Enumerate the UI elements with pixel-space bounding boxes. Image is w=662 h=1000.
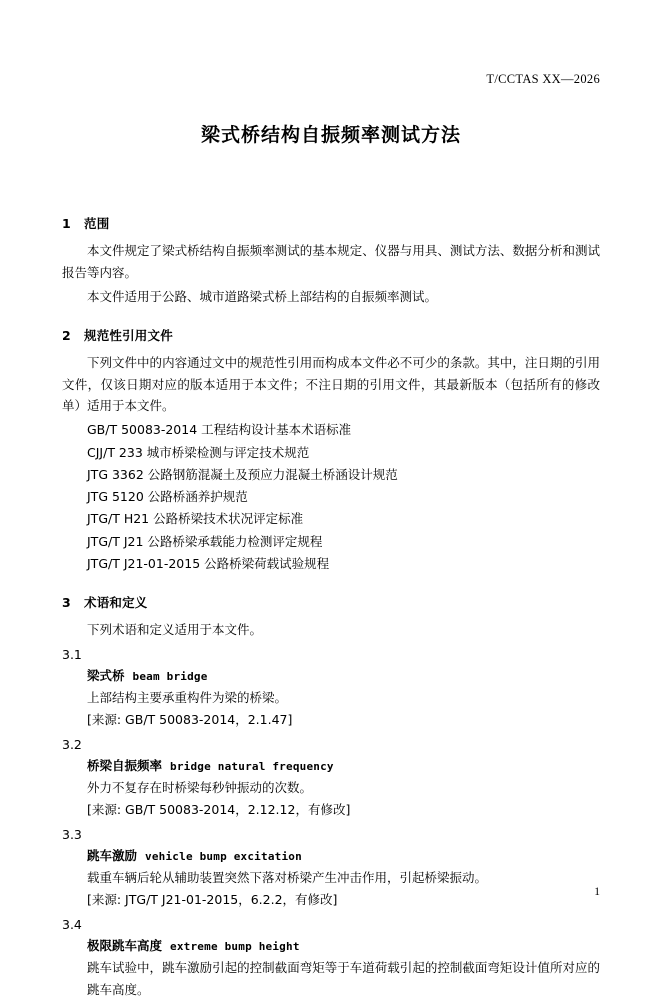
term-number: 3.1 [62,646,82,662]
clause-heading-2 [62,326,600,344]
term-name-cn: 极限跳车高度 [87,937,163,953]
paragraph-1-1: 本文件规定了梁式桥结构自振频率测试的基本规定、仪器与用具、测试方法、数据分析和测试报告等内容。 [62,243,600,280]
term-name-cn: 桥梁自振频率 [87,758,163,773]
standard-code-header: T/CCTAS XX—2026 [486,72,600,86]
reference-item: CJJ/T 233 城市桥梁检测与评定技术规范 [87,444,310,460]
clause-title-2: 规范性引用文件 [84,327,173,343]
term-name [62,755,600,777]
term-source: [来源: GB/T 50083-2014，2.12.12，有修改] [87,801,351,817]
paragraph-3-1: 下列术语和定义适用于本文件。 [87,622,263,637]
term-name-en: bridge natural frequency [170,760,334,773]
clause-heading-3 [62,593,600,611]
term-name-en: vehicle bump excitation [145,849,302,863]
term-name-en: beam bridge [132,670,208,684]
term-name [62,845,600,867]
reference-item: GB/T 50083-2014 工程结构设计基本术语标准 [87,422,352,438]
term-name-cn: 梁式桥 [87,668,125,684]
clause-title-1: 范围 [84,216,110,231]
clause-heading-1 [62,214,600,232]
page-number: 1 [594,886,600,898]
clause-number-3: 3 [62,595,71,610]
term-name-en: extreme bump height [170,939,300,953]
clause-number-2: 2 [62,327,71,343]
reference-item: JTG/T J21 公路桥梁承载能力检测评定规程 [87,533,323,549]
reference-item: JTG/T H21 公路桥梁技术状况评定标准 [87,511,304,527]
reference-item: JTG 3362 公路钢筋混凝土及预应力混凝土桥涵设计规范 [87,466,398,482]
document-body [62,196,600,1000]
reference-item: JTG/T J21-01-2015 公路桥梁荷载试验规程 [87,555,330,571]
clause-title-3: 术语和定义 [84,595,148,610]
paragraph-2-1: 下列文件中的内容通过文中的规范性引用而构成本文件必不可少的条款。其中，注日期的引用文件，仅该日期对应的版本适用于本文件；不注日期的引用文件，其最新版本（包括所有的修改单）适用于本文件。 [62,354,600,414]
term-definition: 外力不复存在时桥梁每秒钟振动的次数。 [87,779,313,795]
term-name [62,665,600,687]
term-number: 3.4 [62,916,82,932]
term-source: [来源: JTG/T J21-01-2015，6.2.2，有修改] [87,891,338,907]
term-name-cn: 跳车激励 [87,847,138,863]
term-definition: 上部结构主要承重构件为梁的桥梁。 [87,690,288,705]
term-number: 3.2 [62,736,82,752]
term-definition: 跳车试验中，跳车激励引起的控制截面弯矩等于车道荷载引起的控制截面弯矩设计值所对应的跳车高度。 [87,959,600,997]
term-source: [来源: GB/T 50083-2014，2.1.47] [87,711,293,727]
clause-number-1: 1 [62,216,71,231]
term-definition: 载重车辆后轮从辅助装置突然下落对桥梁产生冲击作用，引起桥梁振动。 [87,869,488,885]
reference-item: JTG 5120 公路桥涵养护规范 [87,489,248,504]
term-number: 3.3 [62,826,82,842]
paragraph-1-2: 本文件适用于公路、城市道路梁式桥上部结构的自振频率测试。 [87,288,438,304]
term-name [62,935,600,957]
page-title: 梁式桥结构自振频率测试方法 [200,124,461,146]
